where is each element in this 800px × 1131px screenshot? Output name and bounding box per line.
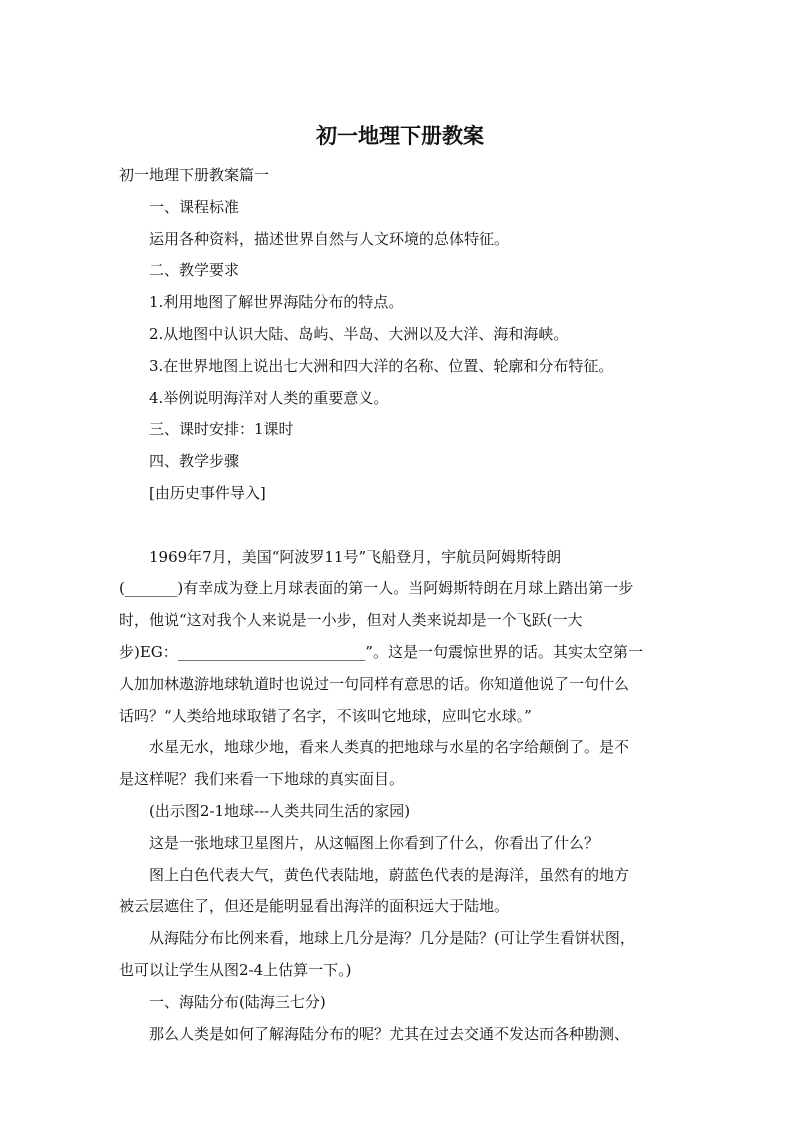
paragraph-line: 是这样呢？我们来看一下地球的真实面目。 — [119, 770, 405, 789]
paragraph-line: 时，他说“这对我个人来说是一小步，但对人类来说却是一个飞跃(一大 — [119, 611, 583, 630]
paragraph-line: 运用各种资料，描述世界自然与人文环境的总体特征。 — [149, 229, 510, 248]
step-label: [由历史事件导入] — [149, 483, 266, 502]
paragraph-line: 人加加林遨游地球轨道时也说过一句同样有意思的话。你知道他说了一句什么 — [119, 674, 630, 693]
list-item: 4.举例说明海洋对人类的重要意义。 — [149, 388, 389, 407]
list-item: 1.利用地图了解世界海陆分布的特点。 — [149, 293, 404, 312]
paragraph-line: (_______)有幸成为登上月球表面的第一人。当阿姆斯特朗在月球上踏出第一步 — [119, 579, 634, 598]
paragraph-line: 步)EG：_________________________”。这是一句震惊世界的话。其实太空第一 — [119, 642, 643, 661]
paragraph-line: 被云层遮住了，但还是能明显看出海洋的面积远大于陆地。 — [119, 897, 510, 916]
paragraph-line: (出示图2-1地球---人类共同生活的家园) — [149, 801, 411, 820]
paragraph-line: 那么人类是如何了解海陆分布的呢？尤其在过去交通不发达而各种勘测、 — [149, 1024, 630, 1043]
paragraph-line: 这是一张地球卫星图片，从这幅图上你看到了什么，你看出了什么？ — [149, 833, 600, 852]
section-heading: 初一地理下册教案篇一 — [119, 166, 270, 184]
heading-land-sea-distribution: 一、海陆分布(陆海三七分) — [149, 992, 326, 1011]
paragraph-line: 话吗？“人类给地球取错了名字，不该叫它地球，应叫它水球。” — [119, 706, 532, 725]
paragraph-line: 从海陆分布比例来看，地球上几分是海？几分是陆？(可让学生看饼状图， — [149, 929, 635, 948]
document-title: 初一地理下册教案 — [316, 124, 484, 148]
paragraph-line: 图上白色代表大气，黄色代表陆地，蔚蓝色代表的是海洋，虽然有的地方 — [149, 865, 630, 884]
heading-teaching-requirements: 二、教学要求 — [149, 261, 240, 280]
paragraph-line: 也可以让学生从图2-4上估算一下。) — [119, 960, 352, 979]
list-item: 3.在世界地图上说出七大洲和四大洋的名称、位置、轮廓和分布特征。 — [149, 356, 614, 375]
paragraph-line: 1969年7月，美国“阿波罗11号”飞船登月，宇航员阿姆斯特朗 — [149, 547, 562, 566]
document-body — [119, 160, 679, 1050]
heading-teaching-steps: 四、教学步骤 — [149, 452, 240, 471]
heading-course-standard: 一、课程标准 — [149, 197, 240, 216]
blank-line — [119, 510, 679, 542]
list-item: 2.从地图中认识大陆、岛屿、半岛、大洲以及大洋、海和海峡。 — [149, 324, 569, 343]
heading-class-hours: 三、课时安排：1课时 — [149, 420, 294, 439]
paragraph-line: 水星无水，地球少地，看来人类真的把地球与水星的名字给颠倒了。是不 — [149, 738, 630, 757]
